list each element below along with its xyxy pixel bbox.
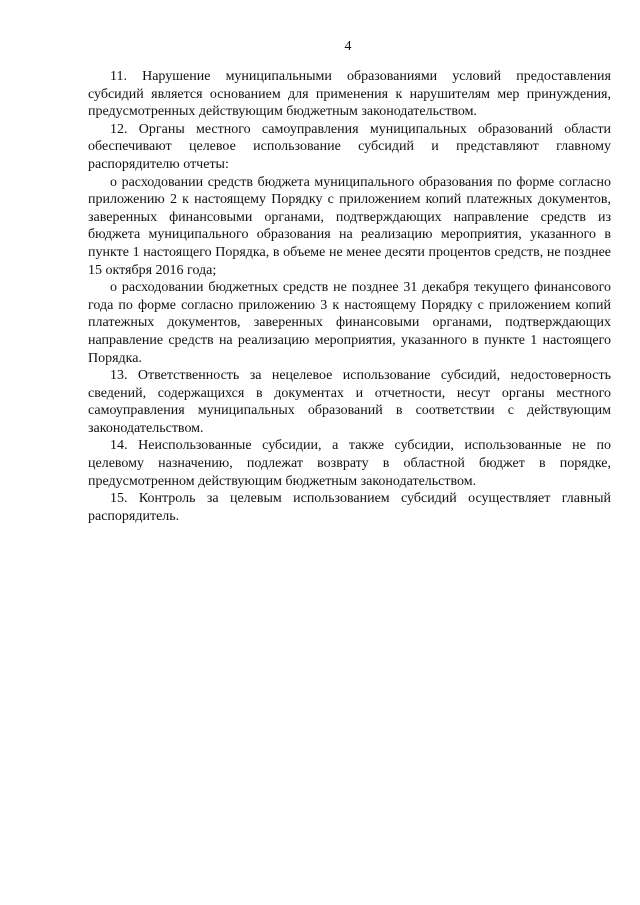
page-number: 4 bbox=[344, 39, 352, 54]
paragraph-12: 12. Органы местного самоуправления муниципальных образований области обеспечивают целевое использование субсидий и представляют главному распорядителю отчеты: bbox=[88, 121, 611, 172]
paragraph-15: 15. Контроль за целевым использованием субсидий осуществляет главный распорядитель. bbox=[88, 491, 611, 524]
paragraph-12-report-municipal-budget: о расходовании средств бюджета муниципального образования по форме согласно приложению 2 к настоящему Порядку с приложением копий платежных документов, заверенных финансовыми органами, подтверждающих направление средств из бюджета муниципального образования на реализацию мероприятия, указанного в пункте 1 настоящего Порядка, в объеме не менее десяти процентов средств, не позднее 15 октября 2016 года; bbox=[88, 174, 611, 278]
paragraph-12-report-budget-funds: о расходовании бюджетных средств не позднее 31 декабря текущего финансового года по форме согласно приложению 3 к настоящему Порядку с приложением копий платежных документов, заверенных финансовыми органами, подтверждающих направление средств на реализацию мероприятия, указанного в пункте 1 настоящего Порядка. bbox=[88, 280, 611, 366]
paragraph-14: 14. Неиспользованные субсидии, а также субсидии, использованные не по целевому назначению, подлежат возврату в областной бюджет в порядке, предусмотренном действующим бюджетным законодательством. bbox=[88, 438, 611, 489]
paragraph-11: 11. Нарушение муниципальными образованиями условий предоставления субсидий является основанием для применения к нарушителям мер принуждения, предусмотренных действующим бюджетным законодательством. bbox=[88, 69, 611, 120]
document-page bbox=[88, 38, 611, 525]
paragraph-13: 13. Ответственность за нецелевое использование субсидий, недостоверность сведений, содержащихся в документах и отчетности, несут органы местного самоуправления муниципальных образований в соответствии с действующим законодательством. bbox=[88, 368, 611, 436]
